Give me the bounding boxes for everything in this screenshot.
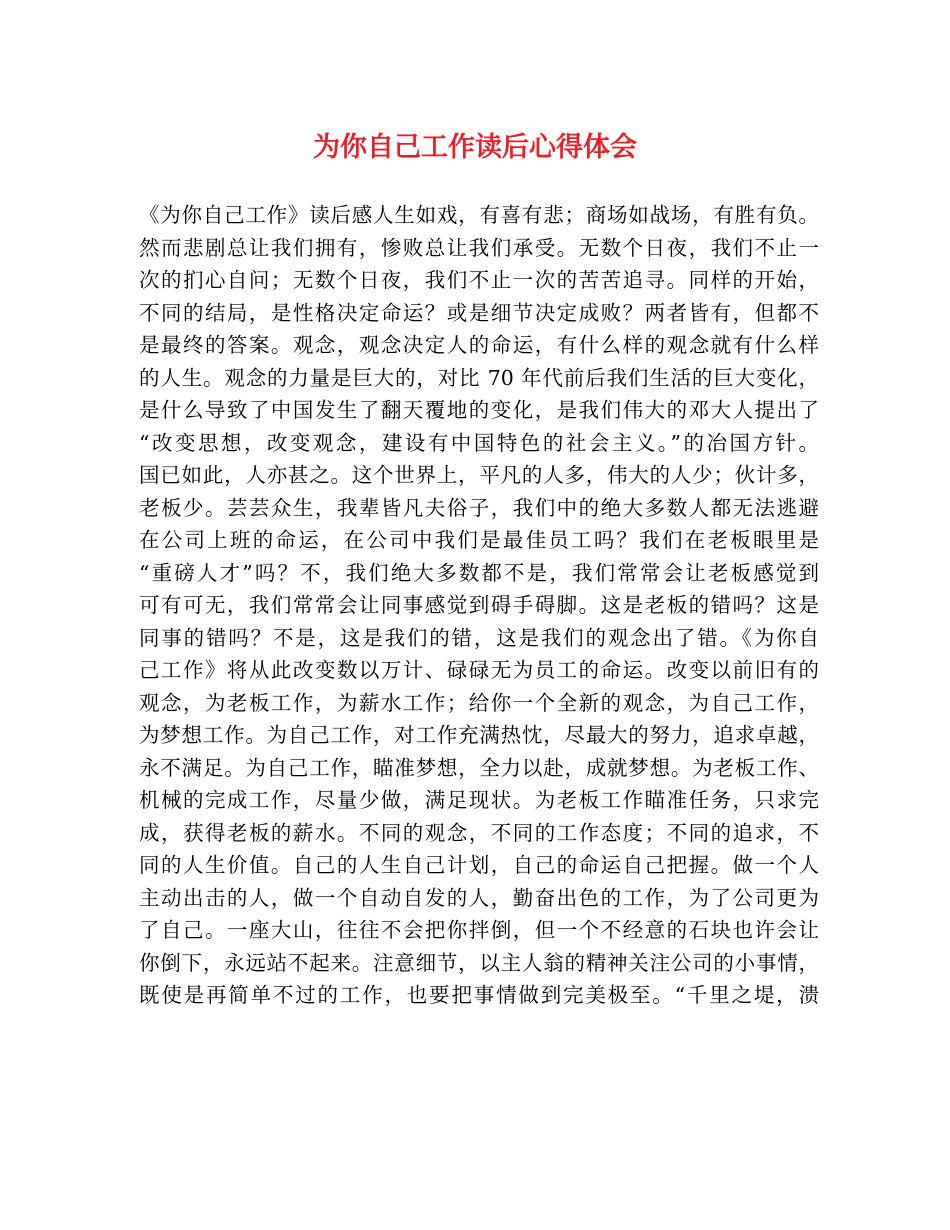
body-line: 的人生。观念的力量是巨大的，对比 70 年代前后我们生活的巨大变化， (139, 365, 819, 390)
body-line: 同事的错吗？不是，这是我们的错，这是我们的观念出了错。《为你自 (139, 625, 819, 650)
body-line: 次的扪心自问；无数个日夜，我们不止一次的苦苦追寻。同样的开始， (139, 268, 819, 292)
body-line: 是什么导致了中国发生了翻天覆地的变化，是我们伟大的邓大人提出了 (139, 398, 819, 422)
body-line: 在公司上班的命运，在公司中我们是最佳员工吗？我们在老板眼里是 (139, 528, 819, 552)
body-line: 成，获得老板的薪水。不同的观念，不同的工作态度；不同的追求，不 (139, 820, 819, 845)
body-line: 永不满足。为自己工作，瞄准梦想，全力以赴，成就梦想。为老板工作、 (139, 755, 819, 780)
body-line: “重磅人才”吗？不，我们绝大多数都不是，我们常常会让老板感觉到 (139, 560, 819, 585)
body-line: 可有可无，我们常常会让同事感觉到碍手碍脚。这是老板的错吗？这是 (139, 593, 819, 617)
body-line: 机械的完成工作，尽量少做，满足现状。为老板工作瞄准任务，只求完 (139, 788, 819, 812)
document-title: 为你自己工作读后心得体会 (313, 132, 637, 163)
body-line: 同的人生价值。自己的人生自己计划，自己的命运自己把握。做一个人 (139, 853, 819, 877)
body-line: 己工作》将从此改变数以万计、碌碌无为员工的命运。改变以前旧有的 (139, 658, 819, 682)
body-line: 老板少。芸芸众生，我辈皆凡夫俗子，我们中的绝大多数人都无法逃避 (139, 495, 819, 520)
document-body (139, 199, 819, 1012)
body-line: “改变思想，改变观念，建设有中国特色的社会主义。”的冶国方针。 (139, 430, 819, 455)
body-line: 《为你自己工作》读后感人生如戏，有喜有悲；商场如战场，有胜有负。 (139, 203, 819, 227)
body-line: 了自己。一座大山，往往不会把你拌倒，但一个不经意的石块也许会让 (139, 918, 819, 942)
body-line: 不同的结局，是性格决定命运？或是细节决定成败？两者皆有，但都不 (139, 300, 819, 325)
body-line: 主动出击的人，做一个自动自发的人，勤奋出色的工作，为了公司更为 (139, 885, 819, 910)
body-line: 既使是再简单不过的工作，也要把事情做到完美极至。“千里之堤，溃 (139, 983, 819, 1007)
body-line: 观念，为老板工作，为薪水工作；给你一个全新的观念，为自己工作， (139, 690, 819, 715)
body-line: 然而悲剧总让我们拥有，惨败总让我们承受。无数个日夜，我们不止一 (139, 235, 819, 260)
body-line: 国已如此，人亦甚之。这个世界上，平凡的人多，伟大的人少；伙计多， (139, 463, 819, 487)
body-line: 你倒下，永远站不起来。注意细节，以主人翁的精神关注公司的小事情， (139, 950, 819, 975)
body-line: 是最终的答案。观念，观念决定人的命运，有什么样的观念就有什么样 (139, 333, 819, 357)
body-line: 为梦想工作。为自己工作，对工作充满热忱，尽最大的努力，追求卓越， (139, 723, 819, 747)
